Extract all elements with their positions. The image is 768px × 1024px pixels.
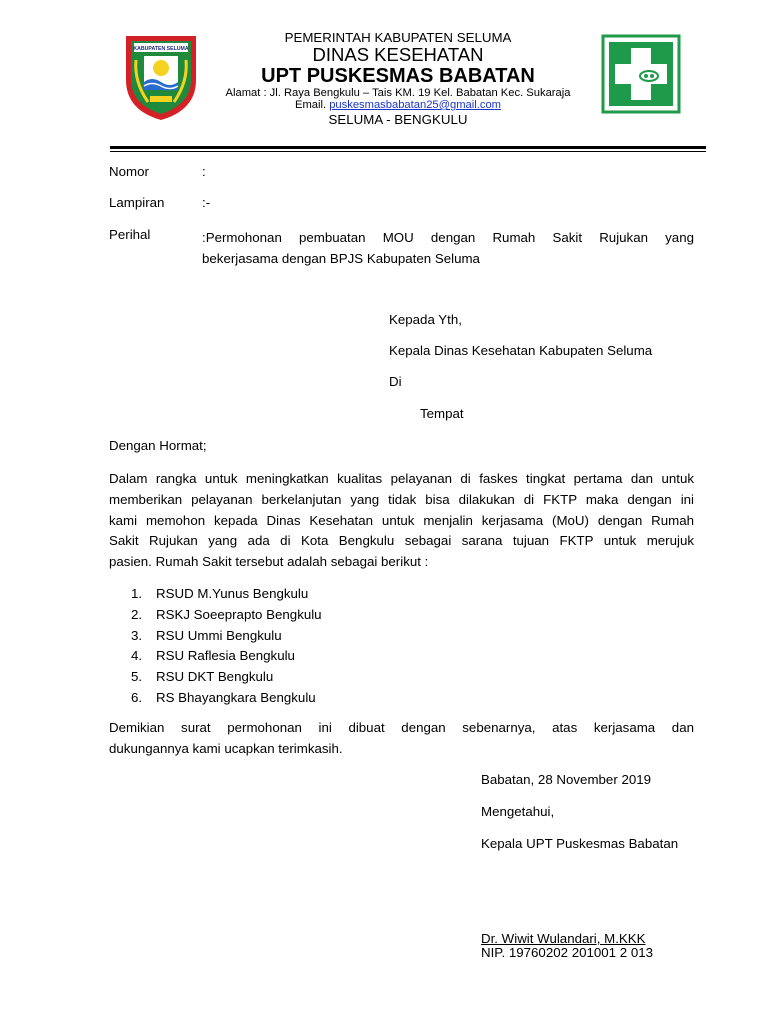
closing-line: Demikian surat permohonan ini dibuat dengan sebenarnya, atas kerjasama dan — [109, 720, 694, 735]
list-item — [131, 584, 322, 605]
recipient-place: Tempat — [420, 406, 464, 421]
recipient-at: Di — [389, 374, 402, 389]
letterhead-divider-thick — [110, 146, 706, 149]
perihal-line: :Permohonan pembuatan MOU dengan Rumah Sakit Rujukan yang — [202, 230, 694, 245]
list-item-number: 1. — [131, 586, 143, 601]
body-paragraph — [109, 469, 694, 573]
body-line: Dalam rangka untuk meningkatkan kualitas pelayanan di faskes tingkat pertama dan untuk — [109, 471, 694, 486]
list-item — [131, 626, 322, 647]
emblem-text: KABUPATEN SELUMA — [133, 46, 189, 52]
email-label: Email. — [294, 99, 330, 111]
closing-line: dukungannya kami ucapkan terimkasih. — [109, 740, 343, 756]
lampiran-value: :- — [202, 195, 211, 210]
signatory-position: Kepala UPT Puskesmas Babatan — [481, 836, 679, 851]
body-line: kami memohon kepada Dinas Kesehatan untuk menjalin kerjasama (MoU) dengan Rumah — [109, 512, 694, 528]
kabupaten-seluma-emblem-icon — [120, 30, 202, 122]
list-item-name: RSU Raflesia Bengkulu — [156, 648, 295, 664]
acknowledged-label: Mengetahui, — [481, 804, 555, 819]
recipient-title: Kepala Dinas Kesehatan Kabupaten Seluma — [389, 343, 653, 358]
list-item-name: RS Bhayangkara Bengkulu — [156, 689, 316, 705]
closing-paragraph — [109, 718, 694, 760]
letterhead-department: DINAS KESEHATAN — [312, 44, 484, 65]
hospital-list — [131, 584, 322, 709]
signatory-name: Dr. Wiwit Wulandari, M.KKK — [481, 931, 646, 946]
nomor-value: : — [202, 164, 206, 179]
list-item-number: 6. — [131, 689, 143, 705]
letterhead-divider-thin — [110, 151, 706, 152]
body-line: memberikan pelayanan berkelanjutan yang tidak bisa dilakukan di FKTP maka dengan ini — [109, 491, 694, 507]
list-item-name: RSU Ummi Bengkulu — [156, 627, 282, 643]
list-item-number: 2. — [131, 606, 143, 622]
list-item-number: 3. — [131, 627, 143, 643]
perihal-line: bekerjasama dengan BPJS Kabupaten Seluma — [202, 250, 480, 266]
puskesmas-cross-logo-icon — [601, 34, 681, 114]
perihal-label: Perihal — [109, 227, 151, 242]
letterhead-region: SELUMA - BENGKULU — [328, 112, 468, 127]
email-link[interactable]: puskesmasbabatan25@gmail.com — [329, 99, 501, 111]
letterhead-address: Alamat : Jl. Raya Bengkulu – Tais KM. 19 Kel. Babatan Kec. Sukaraja — [225, 87, 571, 99]
list-item — [131, 667, 322, 688]
list-item — [131, 646, 322, 667]
salutation: Dengan Hormat; — [109, 438, 207, 453]
list-item — [131, 688, 322, 709]
signatory-nip: NIP. 19760202 201001 2 013 — [481, 945, 654, 960]
nomor-label: Nomor — [109, 164, 149, 179]
list-item-name: RSUD M.Yunus Bengkulu — [156, 586, 309, 601]
list-item-name: RSKJ Soeeprapto Bengkulu — [156, 606, 322, 622]
body-line: Sakit Rujukan yang ada di Kota Bengkulu sebagai sarana tujuan FKTP untuk merujuk — [109, 533, 694, 549]
list-item-number: 4. — [131, 648, 143, 664]
place-date: Babatan, 28 November 2019 — [481, 772, 652, 787]
letterhead-government: PEMERINTAH KABUPATEN SELUMA — [284, 30, 512, 45]
body-line: pasien. Rumah Sakit tersebut adalah sebagai berikut : — [109, 554, 429, 570]
letterhead-institution: UPT PUSKESMAS BABATAN — [261, 65, 535, 87]
list-item-number: 5. — [131, 669, 143, 685]
recipient-greeting: Kepada Yth, — [389, 312, 462, 327]
list-item-name: RSU DKT Bengkulu — [156, 669, 274, 685]
perihal-value — [202, 228, 694, 270]
lampiran-label: Lampiran — [109, 195, 165, 210]
list-item — [131, 605, 322, 626]
letterhead-email-row — [210, 99, 586, 112]
